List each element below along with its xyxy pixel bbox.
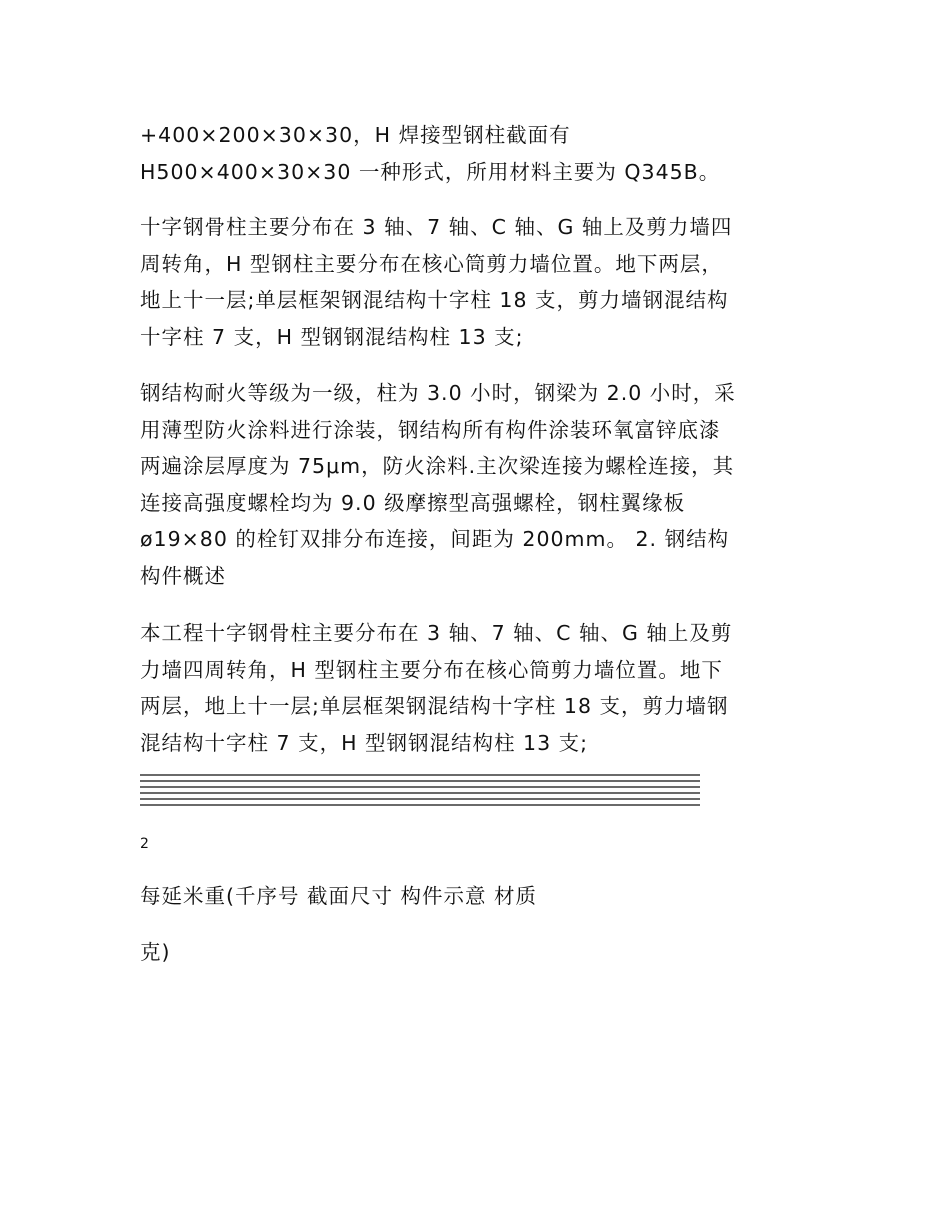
text-line: 周转角，H 型钢柱主要分布在核心筒剪力墙位置。地下两层， xyxy=(140,251,723,276)
text-line: 钢结构耐火等级为一级，柱为 3.0 小时，钢梁为 2.0 小时，采 xyxy=(140,381,736,405)
rule-line xyxy=(140,804,700,806)
paragraph-fire-rating xyxy=(140,375,812,594)
rule-line xyxy=(140,780,700,782)
table-header-row: 每延米重(千序号 截面尺寸 构件示意 材质 xyxy=(140,884,538,908)
text-line: 地上十一层;单层框架钢混结构十字柱 18 支，剪力墙钢混结构 xyxy=(140,288,729,312)
text-line: 力墙四周转角，H 型钢柱主要分布在核心筒剪力墙位置。地下 xyxy=(140,657,723,682)
paragraph-project-overview xyxy=(140,615,812,761)
text-line: 构件概述 xyxy=(140,563,226,588)
paragraph-section-spec xyxy=(140,117,812,190)
text-line: 两遍涂层厚度为 75μm，防火涂料.主次梁连接为螺栓连接，其 xyxy=(140,454,735,478)
text-line: 连接高强度螺栓均为 9.0 级摩擦型高强螺栓，钢柱翼缘板 xyxy=(140,490,686,515)
page-number: 2 xyxy=(140,836,149,852)
rule-line xyxy=(140,798,700,800)
rule-line xyxy=(140,774,700,776)
table-header-row-continued: 克) xyxy=(140,940,171,964)
horizontal-rules-divider xyxy=(140,774,700,810)
rule-line xyxy=(140,792,700,794)
text-line: 用薄型防火涂料进行涂装，钢结构所有构件涂装环氧富锌底漆 xyxy=(140,417,721,442)
text-line: 混结构十字柱 7 支，H 型钢钢混结构柱 13 支; xyxy=(140,730,589,755)
text-line: 两层，地上十一层;单层框架钢混结构十字柱 18 支，剪力墙钢 xyxy=(140,694,729,718)
text-line: 本工程十字钢骨柱主要分布在 3 轴、7 轴、C 轴、G 轴上及剪 xyxy=(140,621,733,645)
text-line: ø19×80 的栓钉双排分布连接，间距为 200mm。 2. 钢结构 xyxy=(140,527,730,551)
rule-line xyxy=(140,786,700,788)
text-line: +400×200×30×30，H 焊接型钢柱截面有 xyxy=(140,123,571,147)
paragraph-column-distribution xyxy=(140,209,812,355)
text-line: 十字钢骨柱主要分布在 3 轴、7 轴、C 轴、G 轴上及剪力墙四 xyxy=(140,215,733,239)
text-line: H500×400×30×30 一种形式，所用材料主要为 Q345B。 xyxy=(140,159,721,184)
text-line: 十字柱 7 支，H 型钢钢混结构柱 13 支; xyxy=(140,324,524,349)
